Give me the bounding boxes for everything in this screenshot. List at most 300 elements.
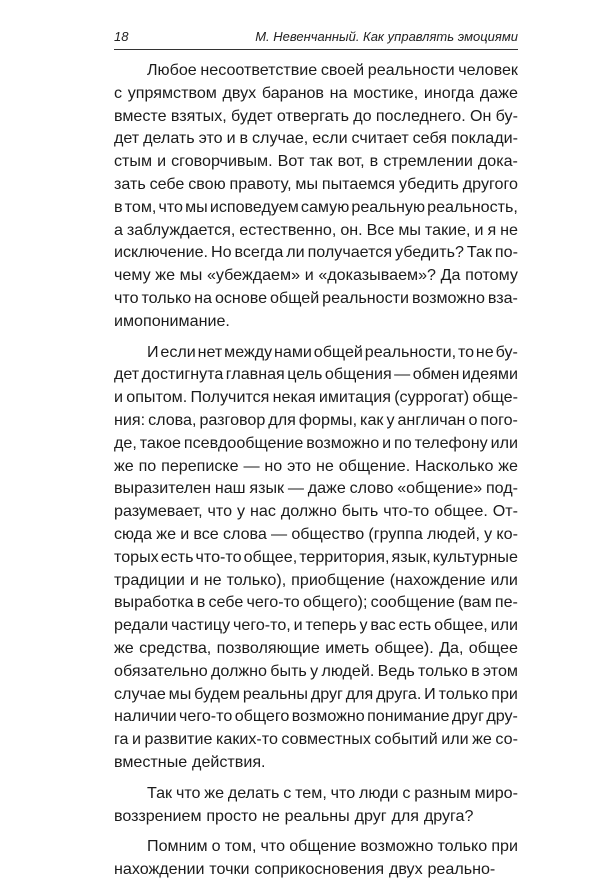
word: с (402, 783, 411, 802)
word: у (310, 661, 319, 680)
word: нахождении (114, 860, 205, 879)
word: как (360, 410, 384, 429)
word: и (474, 220, 484, 239)
word: не (315, 456, 334, 475)
word: даже (479, 83, 518, 102)
word: дру- (486, 707, 518, 726)
page-number: 18 (114, 29, 129, 44)
word: сговорчивым. (171, 152, 273, 171)
word: или (441, 730, 469, 749)
text-line (114, 477, 518, 500)
word: последнего. (375, 106, 466, 125)
text-line (114, 310, 518, 333)
word: Получится (190, 388, 270, 407)
word: традиции (114, 570, 185, 589)
text-line (114, 751, 518, 774)
word: в (114, 197, 123, 216)
word: территория, (299, 547, 390, 566)
word: на (194, 288, 212, 307)
word: общение (289, 837, 357, 856)
word: возможно (291, 707, 365, 726)
word: же (114, 456, 134, 475)
word: стремлении (383, 152, 473, 171)
text-line (114, 241, 518, 264)
text-line (114, 432, 518, 455)
word: стым (114, 152, 153, 171)
word: редали (114, 616, 169, 635)
word: общее. (434, 502, 488, 521)
word: же (155, 266, 176, 285)
word: имопонимание. (114, 311, 230, 330)
word: «доказываем»? (318, 266, 436, 285)
word: только (141, 288, 192, 307)
running-title: М. Невенчанный. Как управлять эмоциями (255, 29, 518, 44)
word: у (359, 616, 368, 635)
word: опытом. (126, 388, 188, 407)
word: Все (366, 220, 395, 239)
word: реальности, (364, 342, 457, 361)
word: реально- (427, 860, 496, 879)
word: только (438, 684, 489, 703)
word: двух (388, 860, 423, 879)
word: культурные (432, 547, 518, 566)
word: свою (188, 174, 226, 193)
text-line (114, 660, 518, 683)
word: нет (197, 342, 223, 361)
word: язык, (391, 547, 431, 566)
word: а (114, 220, 123, 239)
word: исповедуем (209, 197, 299, 216)
text-line (114, 264, 518, 287)
word: до (353, 106, 372, 125)
word: у (484, 524, 493, 543)
word: — (287, 479, 304, 498)
word: средства, (139, 638, 212, 657)
word: нами (274, 342, 312, 361)
word: ли (286, 243, 305, 262)
word: убедить? (394, 243, 464, 262)
word: получается (307, 243, 393, 262)
word: понимание (367, 707, 450, 726)
word: друга. (376, 684, 422, 703)
word: случае (114, 684, 166, 703)
word: что (114, 288, 139, 307)
word: — (394, 365, 411, 384)
word: цель (287, 365, 323, 384)
word: обще- (472, 388, 518, 407)
word: (нахождение (389, 570, 486, 589)
word: дет (114, 365, 140, 384)
text-line (114, 173, 518, 196)
text-line (114, 386, 518, 409)
text-line (114, 728, 518, 751)
word: и (189, 570, 199, 589)
word: по (394, 433, 412, 452)
word: развитие (144, 730, 213, 749)
text-line (114, 219, 518, 242)
text-line (114, 59, 518, 82)
word: же (472, 730, 492, 749)
word: что (260, 837, 286, 856)
word: только (437, 837, 488, 856)
word: пе- (494, 593, 518, 612)
word: общей (270, 288, 320, 307)
word: я (487, 220, 497, 239)
word: не (261, 806, 280, 825)
word: самую (300, 197, 350, 216)
word: же (156, 524, 177, 543)
word: между (224, 342, 273, 361)
word: переписке (161, 456, 239, 475)
word: событий (374, 730, 438, 749)
word: возможно (411, 288, 485, 307)
text-line (114, 591, 518, 614)
word: себе (149, 174, 185, 193)
word: мы (185, 197, 208, 216)
word: и (382, 433, 392, 452)
word: для (345, 684, 374, 703)
word: он. (340, 220, 363, 239)
word: нас (249, 502, 276, 521)
word: чему (114, 266, 151, 285)
word: теперь (305, 616, 357, 635)
word: друг (354, 806, 387, 825)
word: достигнута (141, 365, 224, 384)
word: выработка (114, 593, 194, 612)
word: обмен (412, 365, 460, 384)
word: должно (211, 661, 267, 680)
word: что (175, 783, 201, 802)
word: что-то (383, 502, 430, 521)
word: по- (494, 243, 518, 262)
word: не (500, 220, 518, 239)
word: о (468, 410, 478, 429)
word: чего-то (246, 593, 300, 612)
word: и (157, 152, 167, 171)
word: — (243, 456, 260, 475)
word: общего (234, 707, 290, 726)
word: и (131, 730, 141, 749)
word: бу- (495, 106, 518, 125)
word: и (180, 524, 190, 543)
text-line (114, 500, 518, 523)
word: От- (492, 502, 518, 521)
word: себе (208, 593, 244, 612)
word: общей (313, 342, 363, 361)
word: не (475, 342, 494, 361)
text-line (114, 683, 518, 706)
word: бу- (495, 342, 518, 361)
word: о (211, 837, 221, 856)
word: заблуждается, (126, 220, 236, 239)
word: двух (222, 83, 257, 102)
word: имитация (318, 388, 391, 407)
word: мы (295, 174, 319, 193)
paragraph-gap (114, 774, 518, 782)
word: несоответствие (200, 61, 318, 79)
word: естественно, (239, 220, 337, 239)
word: «убеждаем» (206, 266, 301, 285)
word: только (418, 661, 468, 680)
word: точки (209, 860, 250, 879)
word: со- (495, 730, 518, 749)
paragraph-gap (114, 333, 518, 341)
word: разговор (199, 410, 266, 429)
word: для (268, 410, 296, 429)
word: позволяющие (216, 638, 320, 657)
text-line (114, 150, 518, 173)
word: действия. (192, 752, 266, 771)
word: людей, (427, 524, 480, 543)
word: общее (468, 638, 518, 657)
word: миро- (474, 783, 518, 802)
word: делать (143, 129, 195, 148)
word: вот, (337, 152, 365, 171)
word: разумевает, (114, 502, 203, 521)
word: в (196, 593, 206, 612)
word: иногда (423, 83, 475, 102)
word: что (158, 197, 183, 216)
word: чего-то (178, 707, 233, 726)
text-line (114, 546, 518, 569)
word: это (287, 456, 312, 475)
word: Любое (147, 61, 197, 79)
word: для (391, 806, 419, 825)
paragraph-gap (114, 827, 518, 835)
word: га (114, 730, 129, 749)
word: друг (310, 684, 343, 703)
word: общество (291, 524, 365, 543)
word: такие, (424, 220, 471, 239)
word: воззрением (114, 806, 202, 825)
text-line (114, 637, 518, 660)
text-line (114, 196, 518, 219)
word: ния: (114, 410, 146, 429)
word: же (498, 456, 518, 475)
word: людей. (321, 661, 375, 680)
word: с (114, 83, 123, 102)
word: иметь (325, 638, 370, 657)
word: Так (147, 783, 173, 802)
word: люди (358, 783, 399, 802)
word: всегда (234, 243, 284, 262)
word: телефону (414, 433, 488, 452)
word: есть (398, 616, 432, 635)
word: друг (451, 707, 484, 726)
word: каких-то (215, 730, 278, 749)
text-line (114, 341, 518, 364)
word: слова (222, 524, 267, 543)
word: же (114, 638, 134, 657)
word: отвергать (276, 106, 349, 125)
word: не (203, 570, 222, 589)
word: то (457, 342, 475, 361)
word: или (490, 433, 518, 452)
word: частицу (171, 616, 231, 635)
word: сообщение (370, 593, 455, 612)
word: идеями (461, 365, 518, 384)
body-text (114, 59, 518, 881)
word: язык (249, 479, 285, 498)
word: реальности (322, 288, 410, 307)
word: общения (324, 365, 392, 384)
word: реальности (367, 61, 455, 79)
text-line (114, 614, 518, 637)
word: пого- (480, 410, 518, 429)
word: реальную (351, 197, 426, 216)
word: или (490, 616, 518, 635)
word: дока- (477, 152, 518, 171)
word: выразителен (114, 479, 212, 498)
text-line (114, 523, 518, 546)
word: так (309, 152, 333, 171)
word: все (193, 524, 219, 543)
word: упрямством (127, 83, 217, 102)
word: и (226, 129, 236, 148)
word: своей (320, 61, 365, 79)
header-rule (114, 49, 518, 50)
word: этом (482, 661, 518, 680)
word: том, (224, 837, 257, 856)
word: или (490, 570, 518, 589)
word: общее, (434, 616, 488, 635)
word: чего-то, (232, 616, 291, 635)
word: общение. (338, 456, 411, 475)
word: быть (341, 502, 379, 521)
word: правоту, (229, 174, 292, 193)
word: возможно (360, 837, 434, 856)
word: делать (227, 783, 280, 802)
word: только), (226, 570, 287, 589)
word: и (293, 616, 303, 635)
word: вместные (114, 752, 188, 771)
word: и (304, 266, 314, 285)
text-line (114, 127, 518, 150)
word: англичан (397, 410, 466, 429)
word: это (198, 129, 223, 148)
word: слово (349, 479, 394, 498)
word: же (204, 783, 225, 802)
word: баранов (261, 83, 324, 102)
word: у (386, 410, 395, 429)
text-line (114, 858, 518, 881)
word: торых (114, 547, 159, 566)
word: Вот (277, 152, 305, 171)
word: есть (160, 547, 194, 566)
word: в (239, 129, 249, 148)
word: убедить (398, 174, 459, 193)
word: поклади- (450, 129, 518, 148)
word: главная (225, 365, 285, 384)
word: мы (168, 684, 192, 703)
text-line (114, 805, 518, 828)
text-line (114, 569, 518, 592)
word: Но (210, 243, 232, 262)
word: даже (307, 479, 346, 498)
word: в (471, 661, 480, 680)
word: просто (206, 806, 258, 825)
word: если (160, 342, 196, 361)
word: (вам (457, 593, 492, 612)
word: И (424, 684, 436, 703)
word: должно (280, 502, 337, 521)
text-line (114, 705, 518, 728)
word: общее, (243, 547, 298, 566)
word: приобщение (291, 570, 385, 589)
word: потому (465, 266, 518, 285)
word: вза- (487, 288, 518, 307)
word: но (264, 456, 283, 475)
word: дет (114, 129, 140, 148)
word: сюда (114, 524, 153, 543)
word: тем, (295, 783, 327, 802)
word: с (283, 783, 292, 802)
text-line (114, 363, 518, 386)
word: случае, (252, 129, 309, 148)
word: Ведь (377, 661, 415, 680)
text-line (114, 835, 518, 858)
text-line (114, 105, 518, 128)
text-line (114, 455, 518, 478)
word: (суррогат) (394, 388, 470, 407)
word: формы, (298, 410, 358, 429)
word: совместных (281, 730, 371, 749)
word: мы (179, 266, 203, 285)
word: де, (114, 433, 137, 452)
word: И (147, 342, 159, 361)
word: Так (466, 243, 492, 262)
word: соприкосновения (254, 860, 385, 879)
word: человек (458, 61, 518, 79)
word: если (312, 129, 348, 148)
word: возможно (306, 433, 380, 452)
word: основе (214, 288, 268, 307)
word: в (369, 152, 379, 171)
word: псевдообщение (183, 433, 304, 452)
word: исключение. (114, 243, 209, 262)
word: разным (414, 783, 471, 802)
word: мостике, (353, 83, 419, 102)
word: (группа (368, 524, 423, 543)
word: обязательно (114, 661, 208, 680)
text-line (114, 409, 518, 432)
word: вместе (114, 106, 167, 125)
word: при (491, 684, 518, 703)
word: слова, (148, 410, 197, 429)
word: наш (214, 479, 246, 498)
word: реальны (242, 684, 308, 703)
word: другого (462, 174, 518, 193)
word: пытаемся (321, 174, 396, 193)
word: что-то (195, 547, 242, 566)
text-line (114, 82, 518, 105)
word: Насколько (415, 456, 494, 475)
word: Он (469, 106, 492, 125)
word: взятых, (170, 106, 227, 125)
word: общее). (374, 638, 434, 657)
word: «общение» (397, 479, 483, 498)
word: будем (194, 684, 240, 703)
word: наличии (114, 707, 177, 726)
word: друга? (423, 806, 474, 825)
word: под- (485, 479, 518, 498)
word: общего); (302, 593, 368, 612)
word: считает (351, 129, 409, 148)
word: по (138, 456, 157, 475)
word: что (330, 783, 356, 802)
word: у (237, 502, 246, 521)
word: такое (139, 433, 181, 452)
